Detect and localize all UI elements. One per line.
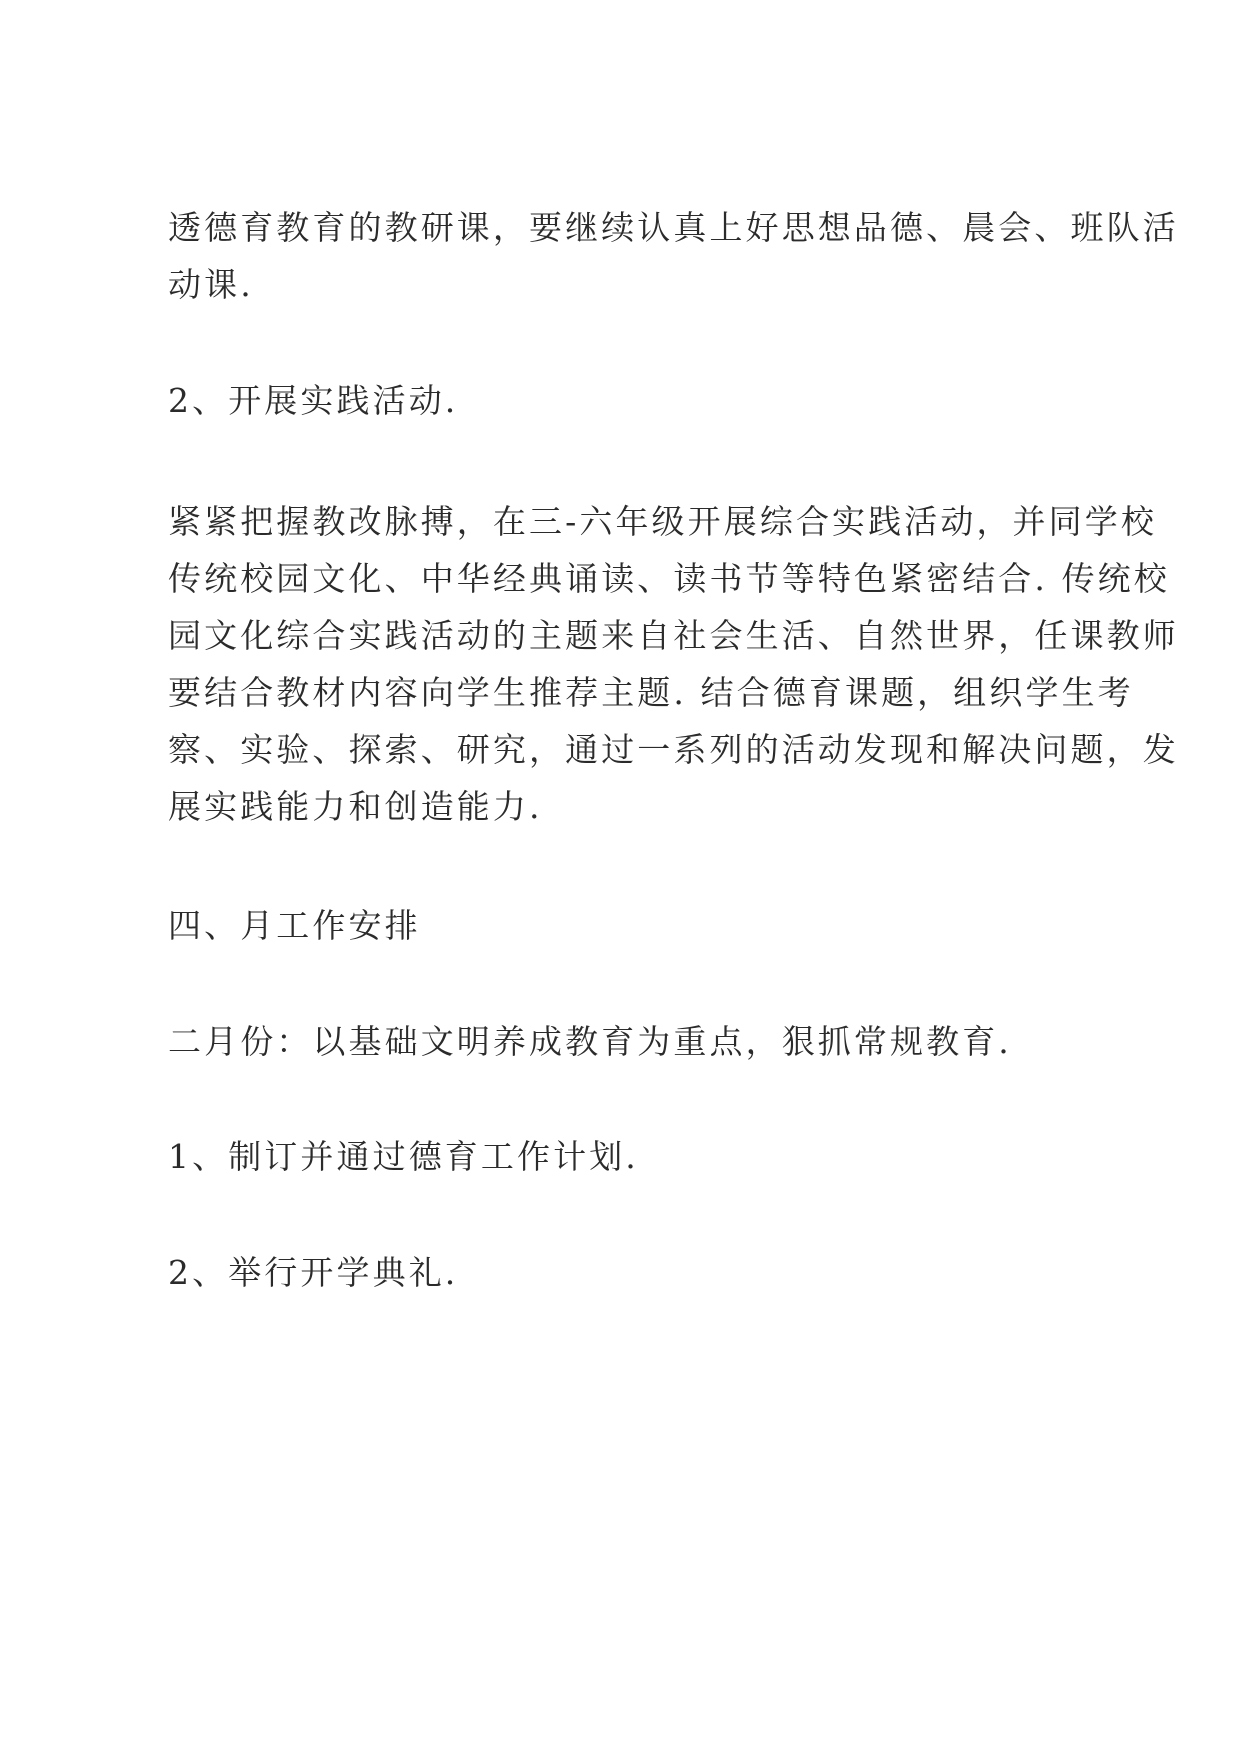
- text-line: 二月份：以基础文明养成教育为重点，狠抓常规教育.: [168, 1022, 1012, 1061]
- text-line: 动课.: [168, 265, 254, 304]
- text-line: 2、举行开学典礼.: [168, 1253, 459, 1292]
- text-line: 展实践能力和创造能力.: [168, 787, 543, 826]
- text-line: 传统校园文化、中华经典诵读、读书节等特色紧密结合. 传统校: [168, 559, 1170, 598]
- text-line: 2、开展实践活动.: [168, 381, 459, 420]
- text-line: 园文化综合实践活动的主题来自社会生活、自然世界，任课教师: [168, 616, 1179, 655]
- text-line: 四、月工作安排: [168, 906, 421, 945]
- text-line: 透德育教育的教研课，要继续认真上好思想品德、晨会、班队活: [168, 208, 1179, 247]
- text-line: 要结合教材内容向学生推荐主题. 结合德育课题，组织学生考: [168, 673, 1134, 712]
- text-line: 1、制订并通过德育工作计划.: [168, 1137, 639, 1176]
- text-line: 察、实验、探索、研究，通过一系列的活动发现和解决问题，发: [168, 730, 1179, 769]
- text-line: 紧紧把握教改脉搏，在三-六年级开展综合实践活动，并同学校: [168, 502, 1157, 541]
